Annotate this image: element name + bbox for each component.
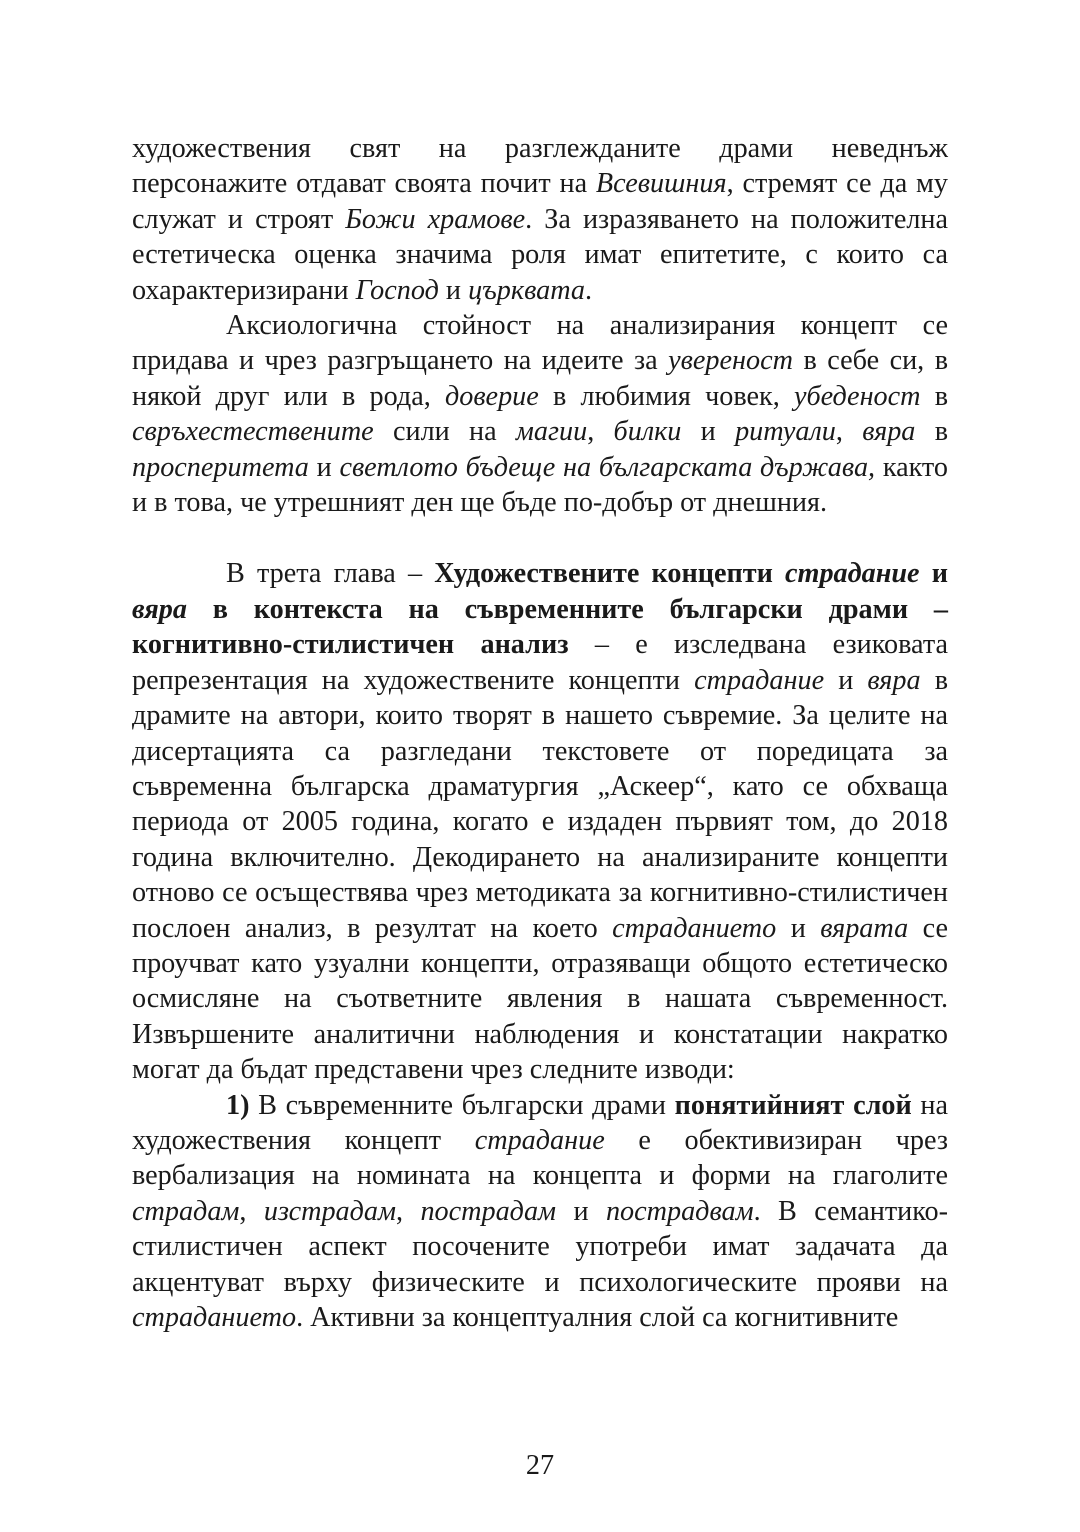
- italic-term: Всевишния: [595, 168, 727, 200]
- text-run: ,: [835, 416, 863, 448]
- paragraph-1: [132, 131, 948, 308]
- italic-term: пострадвам: [605, 1195, 754, 1227]
- text-run: ,: [587, 416, 614, 448]
- italic-term: страдание: [694, 664, 825, 696]
- italic-term: Господ: [355, 274, 439, 306]
- text-run: в драмите на автори, които творят в нашето съвремие. За целите на дисертацията са разгледани текстовете от поредицата за съвременна българска драматургия „Аскеер“, като се обхваща периода от 2005 година, когато е издаден първият том, до 2018 година включително. Декодирането на анализираните концепти отново се осъществява чрез методиката за когнитивно-стилистичен послоен анализ, в резултат на което: [132, 664, 948, 944]
- text-run: . В семантико-стилистичен аспект посочените употреби имат задачата да акцентуват върху физическите и психологическите прояви на: [132, 1195, 948, 1298]
- italic-term: изстрадам: [263, 1195, 396, 1227]
- bold-text: в контекста на съвременните български драми – когнитивно-стилистичен анализ: [132, 593, 948, 661]
- paragraph-spacer: [132, 520, 948, 556]
- italic-term: страдание: [474, 1124, 605, 1156]
- text-run: в себе си, в някой друг или в рода,: [132, 345, 949, 412]
- italic-term: магии: [515, 416, 588, 448]
- italic-term: ритуали: [735, 416, 836, 448]
- text-run: както и в това, че утрешният ден ще бъде по-добър от днешния.: [132, 451, 948, 519]
- bold-term: понятийният слой: [674, 1089, 912, 1121]
- text-run: в: [915, 416, 949, 448]
- text-run: художествения свят на разглежданите драми неведнъж персонажите отдават своята почит на: [132, 133, 948, 200]
- text-run: , стремят се да му служат и строят: [132, 168, 948, 235]
- italic-term: вярата: [820, 912, 909, 944]
- page-body: [132, 131, 948, 1335]
- text-run: и: [308, 451, 340, 483]
- text-run: Аксиологична стойност на анализирания концепт се придава и чрез разгръщането на идеите за: [132, 310, 948, 377]
- italic-term: пострадам: [420, 1195, 557, 1227]
- text-run: се проучват като узуални концепти, отразяващи общото естетическо осмисляне на съответните явления в нашата съвременност. Извършените аналитични наблюдения и констатации накратко могат да бъдат представени чрез следните изводи:: [132, 912, 948, 1086]
- text-run: и: [776, 912, 821, 944]
- paragraph-4: [132, 1088, 948, 1336]
- italic-term: просперитета: [132, 451, 309, 483]
- bold-italic-term: страдание: [785, 558, 920, 590]
- italic-term: убеденост: [793, 380, 921, 412]
- paragraph-2: [132, 308, 948, 520]
- italic-term: църквата: [468, 274, 585, 306]
- text-run: .: [585, 274, 593, 306]
- italic-term: билки: [613, 416, 682, 448]
- italic-term: вяра: [862, 416, 916, 448]
- text-run: . Активни за концептуалния слой са когнитивните: [296, 1302, 899, 1333]
- text-run: в любимия човек,: [538, 380, 794, 412]
- text-run: и: [824, 664, 868, 696]
- text-run: В съвременните български драми: [249, 1089, 675, 1121]
- text-run: В трета глава –: [226, 558, 435, 590]
- italic-term: увереност: [668, 345, 793, 377]
- text-run: сили на: [373, 416, 516, 448]
- text-run: в: [920, 380, 949, 412]
- italic-term: страдам: [132, 1195, 240, 1227]
- text-run: ,: [239, 1195, 264, 1227]
- text-run: ,: [395, 1195, 421, 1227]
- italic-term: вяра: [867, 664, 921, 696]
- bold-italic-term: вяра: [132, 593, 187, 625]
- list-number: 1): [226, 1089, 250, 1121]
- italic-term: светлото бъдеще на българската държава,: [339, 451, 876, 483]
- italic-term: доверие: [444, 380, 539, 412]
- text-run: е обективизиран чрез вербализация на номината на концепта и форми на глаголите: [132, 1124, 948, 1192]
- italic-term: свръхестествените: [132, 416, 374, 448]
- text-run: . За изразяването на положителна естетическа оценка значима роля имат епитетите, с които са охарактеризирани: [132, 203, 948, 306]
- italic-term: страданието: [612, 912, 777, 944]
- italic-term: Божи храмове: [345, 203, 526, 235]
- paragraph-3: [132, 556, 948, 1087]
- text-run: и: [556, 1195, 606, 1227]
- bold-text: Художествените концепти: [434, 558, 786, 590]
- italic-term: страданието: [132, 1302, 297, 1333]
- bold-text: и: [919, 558, 948, 590]
- text-run: на художествения концепт: [132, 1089, 948, 1156]
- text-run: и: [681, 416, 736, 448]
- text-run: и: [438, 274, 469, 306]
- text-run: – е изследвана езиковата репрезентация на художествените концепти: [132, 629, 949, 696]
- page-number: 27: [525, 1450, 555, 1481]
